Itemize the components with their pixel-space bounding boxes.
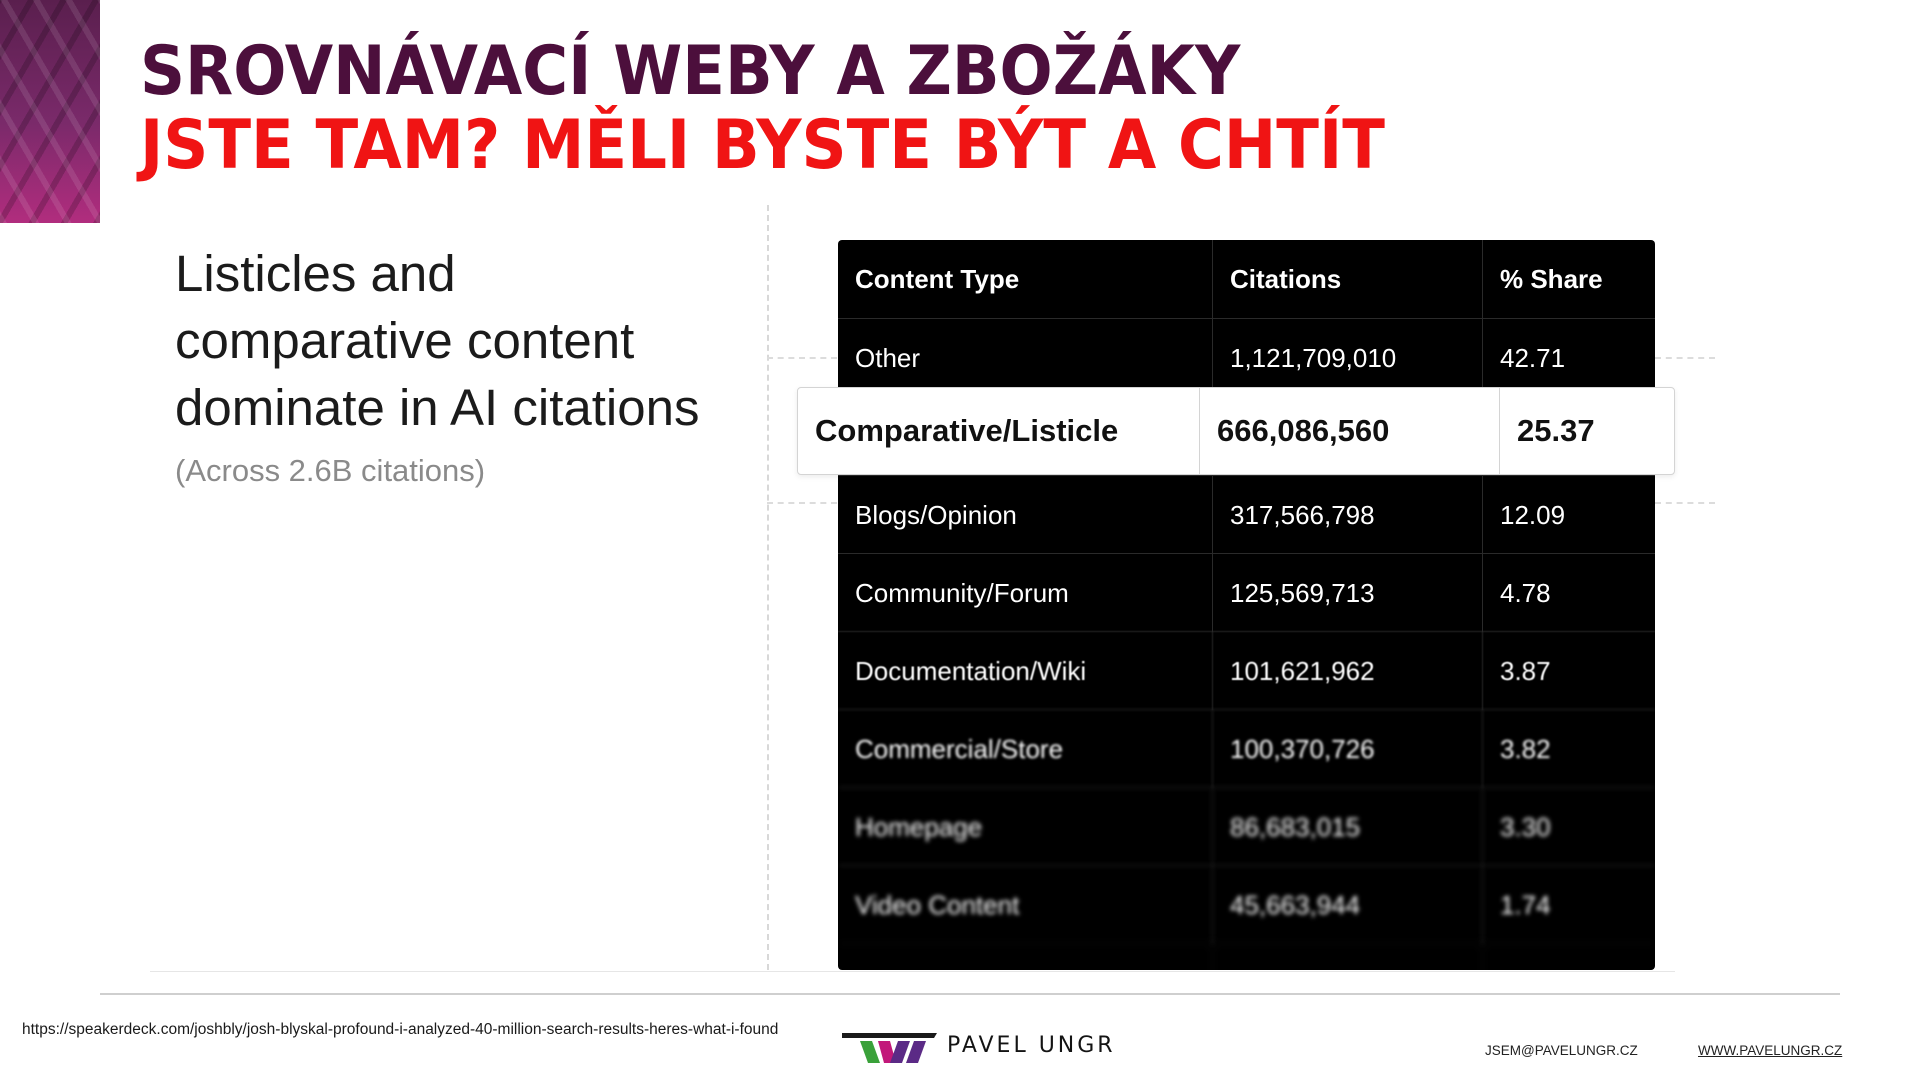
column-header: Content Type (838, 240, 1213, 318)
table-cell: 100,370,726 (1213, 710, 1483, 788)
table-cell: 25.37 (1517, 413, 1595, 448)
table-cell: 317,566,798 (1213, 476, 1483, 554)
table-row (838, 553, 1655, 632)
table-cell: Documentation/Wiki (838, 632, 1213, 710)
table-cell: Comparative/Listicle (798, 388, 1200, 474)
source-url: https://speakerdeck.com/joshbly/josh-blyskal-profound-i-analyzed-40-million-search-results-heres-what-i-found (22, 1021, 779, 1038)
corner-decoration (0, 0, 100, 223)
table-cell: 125,569,713 (1213, 554, 1483, 632)
table-cell: 12.09 (1500, 499, 1566, 530)
table-cell: 45,663,944 (1213, 866, 1483, 944)
table-cell: 4.78 (1500, 577, 1551, 608)
table-cell: 3.82 (1500, 733, 1551, 764)
dashed-guide-horizontal (767, 357, 837, 359)
table-cell: Commercial/Store (838, 710, 1213, 788)
headline-line: Listicles and (175, 245, 456, 302)
table-cell: 1.74 (1500, 889, 1551, 920)
table-cell: 666,086,560 (1200, 388, 1500, 474)
table-cell: 1,121,709,010 (1213, 319, 1483, 397)
table-header-row (838, 240, 1655, 318)
table-cell: Homepage (838, 788, 1213, 866)
contact-email: JSEM@PAVELUNGR.CZ (1485, 1043, 1638, 1058)
logo-wordmark: PAVEL UNGR (947, 1033, 1116, 1058)
dashed-guide-horizontal (1655, 502, 1715, 504)
table-cell: Blogs/Opinion (838, 476, 1213, 554)
table-row (838, 318, 1655, 397)
citations-table (838, 240, 1655, 970)
headline-line: dominate in AI citations (175, 379, 700, 436)
dashed-guide-vertical (767, 205, 769, 970)
table-cell: Other (838, 319, 1213, 397)
left-panel (175, 240, 745, 489)
table-row (838, 475, 1655, 554)
table-row-cutoff (838, 943, 1655, 970)
column-header: Citations (1213, 240, 1483, 318)
dashed-guide-horizontal (767, 502, 837, 504)
table-cell: 3.30 (1500, 811, 1551, 842)
table-cell: 86,683,015 (1213, 788, 1483, 866)
table-row (838, 865, 1655, 944)
dashed-guide-horizontal (1655, 357, 1715, 359)
footer-divider (100, 993, 1840, 995)
column-header: % Share (1500, 263, 1603, 294)
highlighted-table-row (797, 387, 1675, 475)
table-cell: Community/Forum (838, 554, 1213, 632)
website-link[interactable]: WWW.PAVELUNGR.CZ (1698, 1043, 1843, 1058)
table-cell: Video Content (838, 866, 1213, 944)
table-cell: 42.71 (1500, 342, 1566, 373)
table-row (838, 787, 1655, 866)
pavel-ungr-logo-icon (842, 1029, 937, 1065)
headline-line: comparative content (175, 312, 635, 369)
slide-subtitle: JSTE TAM? MĚLI BYSTE BÝT A CHTÍT (140, 106, 1385, 185)
table-row (838, 631, 1655, 710)
citation-count-note: (Across 2.6B citations) (175, 453, 486, 488)
table-row (838, 709, 1655, 788)
table-cell: 3.87 (1500, 655, 1551, 686)
slide-title: SROVNÁVACÍ WEBY A ZBOŽÁKY (140, 32, 1241, 111)
table-cell: 101,621,962 (1213, 632, 1483, 710)
divider (150, 971, 1675, 972)
